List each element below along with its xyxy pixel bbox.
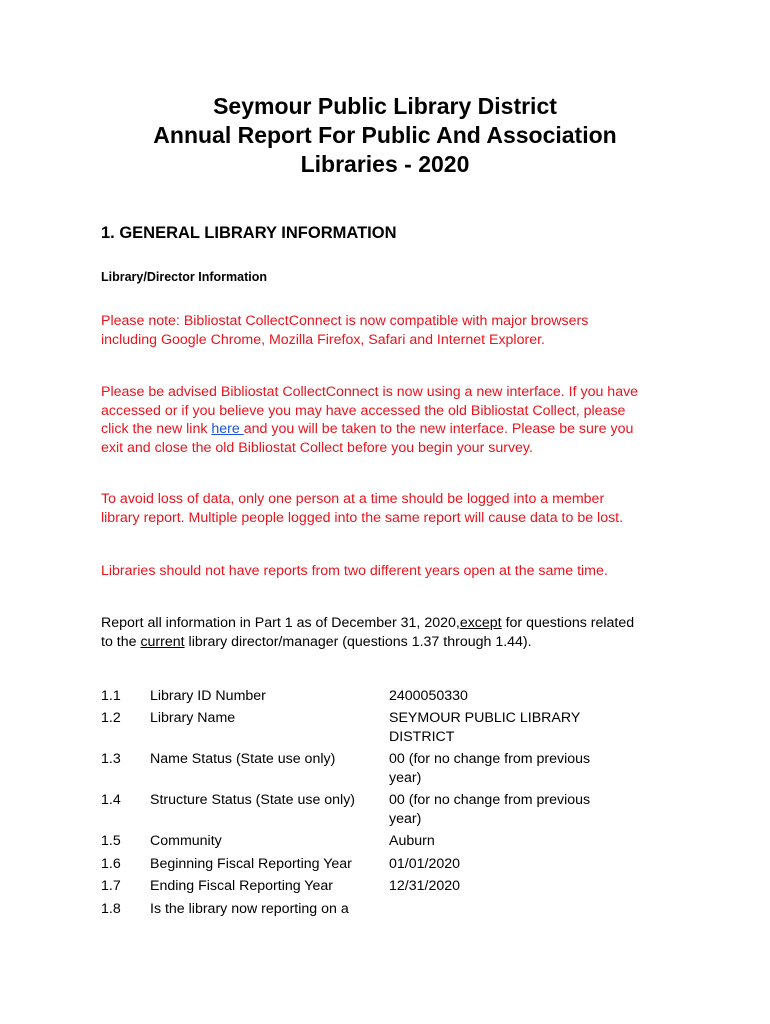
section-heading: 1. GENERAL LIBRARY INFORMATION [101,224,397,242]
item-label: Name Status (State use only) [150,751,336,768]
item-number: 1.5 [101,833,121,850]
info-item-row [101,877,619,896]
item-value [389,900,619,919]
here-link[interactable]: here [211,421,244,438]
item-value: 12/31/2020 [389,878,461,895]
notice-two-years: Libraries should not have reports from two different years open at the same time. [101,563,608,579]
item-number: 1.8 [101,900,121,917]
library-info-items [101,687,619,922]
info-item-row [101,687,619,706]
item-value: 2400050330 [389,688,468,704]
notice-data-loss: To avoid loss of data, only one person at a time should be logged into a member library report. Multiple people logged into the same report will cause data to be lost. [101,491,624,526]
report-instructions-part-1: Report all information in Part 1 as of December 31, 2020, [101,615,460,631]
except-emphasis: except [459,615,502,631]
report-instructions [101,614,641,651]
notice-new-interface-text-1: Please be advised Bibliostat CollectConnect is now using a new interface. If you have accessed or if you believe you may have accessed the old Bibliostat Collect, please click the new link [101,384,639,438]
notice-new-interface [101,383,641,457]
subheading: Library/Director Information [101,270,267,284]
item-number: 1.3 [101,751,121,768]
report-title [0,92,770,179]
item-number: 1.7 [101,878,121,895]
item-label: Is the library now reporting on a [150,900,349,917]
info-item-row [101,750,619,787]
report-instructions-part-3: library director/manager (questions 1.37 through 1.44). [184,633,532,650]
item-number: 1.4 [101,792,121,809]
title-line-3: Libraries - 2020 [300,151,470,177]
item-label: Library Name [150,710,236,727]
info-item-row [101,791,619,828]
item-value: Auburn [389,833,435,850]
info-item-row [101,855,619,874]
title-line-2: Annual Report For Public And Association [153,122,617,148]
item-number: 1.6 [101,855,121,872]
item-number: 1.1 [101,688,121,704]
info-item-row [101,900,619,919]
item-label: Beginning Fiscal Reporting Year [150,855,352,872]
item-label: Ending Fiscal Reporting Year [150,878,333,895]
info-item-row [101,709,619,746]
info-item-row [101,832,619,851]
item-label: Library ID Number [150,688,266,704]
notice-browser-compatibility: Please note: Bibliostat CollectConnect is now compatible with major browsers including Google Chrome, Mozilla Firefox, Safari and Internet Explorer. [101,313,589,348]
item-value: 00 (for no change from previous year) [389,751,591,786]
item-value: SEYMOUR PUBLIC LIBRARY DISTRICT [389,710,581,745]
item-label: Structure Status (State use only) [150,792,356,809]
current-emphasis: current [140,633,185,650]
item-value: 01/01/2020 [389,855,461,872]
item-value: 00 (for no change from previous year) [389,792,591,827]
report-instructions-part-2: for questions related to the [101,615,635,650]
item-number: 1.2 [101,710,121,727]
title-line-1: Seymour Public Library District [213,93,557,119]
notice-new-interface-text-2: and you will be taken to the new interface. Please be sure you exit and close the old Bibliostat Collect before you begin your survey. [101,421,634,456]
item-label: Community [150,833,222,850]
